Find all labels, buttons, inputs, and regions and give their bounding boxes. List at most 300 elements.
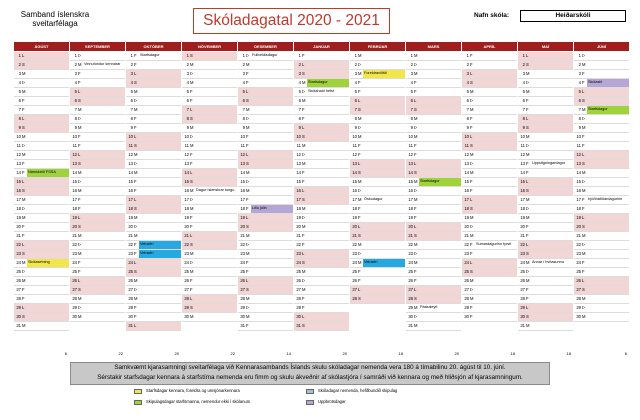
day-cell[interactable] [182,106,237,115]
day-cell[interactable] [14,178,69,187]
day-cell[interactable] [462,277,517,286]
day-cell[interactable] [14,286,69,295]
day-cell[interactable] [518,232,573,241]
day-cell[interactable] [14,250,69,259]
day-cell[interactable] [406,232,461,241]
day-cell[interactable] [14,124,69,133]
day-cell[interactable] [126,259,181,268]
day-cell[interactable] [238,124,293,133]
day-cell[interactable] [350,214,405,223]
day-cell[interactable] [294,313,349,322]
day-cell[interactable] [462,115,517,124]
day-cell[interactable] [182,79,237,88]
calendar-event[interactable]: Vetrarfrí [363,259,405,267]
day-cell[interactable] [238,142,293,151]
day-cell[interactable] [238,223,293,232]
day-cell[interactable] [182,295,237,304]
day-cell[interactable] [462,70,517,79]
day-cell[interactable] [350,106,405,115]
day-cell[interactable] [350,250,405,259]
day-cell[interactable] [406,241,461,250]
day-cell[interactable] [182,151,237,160]
day-cell[interactable] [574,277,629,286]
day-cell[interactable] [406,133,461,142]
day-cell[interactable] [238,187,293,196]
day-cell[interactable] [126,61,181,70]
day-cell[interactable] [126,223,181,232]
day-cell[interactable] [126,115,181,124]
day-cell[interactable] [406,160,461,169]
day-cell[interactable] [238,259,293,268]
day-cell[interactable] [350,295,405,304]
day-cell[interactable] [350,124,405,133]
day-cell[interactable] [238,277,293,286]
day-cell[interactable] [406,88,461,97]
day-cell[interactable] [238,286,293,295]
day-cell[interactable] [14,70,69,79]
day-cell[interactable] [406,205,461,214]
calendar-event[interactable]: Fullveldisdagur [252,53,278,57]
day-cell[interactable] [294,304,349,313]
day-cell[interactable] [126,79,181,88]
day-cell[interactable] [518,61,573,70]
day-cell[interactable] [182,70,237,79]
day-cell[interactable] [182,259,237,268]
day-cell[interactable] [126,196,181,205]
day-cell[interactable] [574,268,629,277]
day-cell[interactable] [462,178,517,187]
day-cell[interactable] [350,223,405,232]
day-cell[interactable] [406,250,461,259]
day-cell[interactable] [350,178,405,187]
day-cell[interactable] [182,178,237,187]
calendar-event[interactable]: Sumardagurinn fyrsti [476,242,512,246]
day-cell[interactable] [518,322,573,331]
calendar-event[interactable]: Dagur íslenskrar tungu [196,188,235,192]
day-cell[interactable] [350,205,405,214]
day-cell[interactable] [14,304,69,313]
day-cell[interactable] [126,277,181,286]
day-cell[interactable] [462,88,517,97]
day-cell[interactable] [238,313,293,322]
day-cell[interactable] [350,160,405,169]
day-cell[interactable] [182,133,237,142]
day-cell[interactable] [518,286,573,295]
day-cell[interactable] [574,142,629,151]
day-cell[interactable] [294,115,349,124]
day-cell[interactable] [294,205,349,214]
calendar-event[interactable]: Skólasetning [27,259,69,267]
day-cell[interactable] [182,124,237,133]
day-cell[interactable] [182,268,237,277]
day-cell[interactable] [182,196,237,205]
day-cell[interactable] [126,304,181,313]
day-cell[interactable] [294,124,349,133]
day-cell[interactable] [14,97,69,106]
day-cell[interactable] [574,178,629,187]
day-cell[interactable] [70,295,125,304]
calendar-event[interactable]: Starfsdagur [587,106,629,114]
day-cell[interactable] [126,268,181,277]
day-cell[interactable] [518,277,573,286]
day-cell[interactable] [462,124,517,133]
day-cell[interactable] [518,268,573,277]
day-cell[interactable] [350,286,405,295]
day-cell[interactable] [238,88,293,97]
day-cell[interactable] [574,250,629,259]
day-cell[interactable] [406,115,461,124]
day-cell[interactable] [518,214,573,223]
day-cell[interactable] [14,52,69,61]
day-cell[interactable] [294,169,349,178]
day-cell[interactable] [70,277,125,286]
day-cell[interactable] [574,160,629,169]
day-cell[interactable] [350,187,405,196]
day-cell[interactable] [462,79,517,88]
day-cell[interactable] [126,322,181,331]
day-cell[interactable] [238,304,293,313]
day-cell[interactable] [14,241,69,250]
day-cell[interactable] [294,286,349,295]
day-cell[interactable] [462,151,517,160]
day-cell[interactable] [518,79,573,88]
calendar-event[interactable]: Skólahald hefst [308,89,334,93]
day-cell[interactable] [182,115,237,124]
calendar-event[interactable]: Starfsdagur [419,178,461,186]
day-cell[interactable] [14,160,69,169]
calendar-event[interactable]: Vetrarfrí [139,241,181,249]
day-cell[interactable] [406,277,461,286]
day-cell[interactable] [70,268,125,277]
day-cell[interactable] [14,277,69,286]
day-cell[interactable] [126,151,181,160]
day-cell[interactable] [406,187,461,196]
day-cell[interactable] [126,295,181,304]
day-cell[interactable] [238,151,293,160]
day-cell[interactable] [462,259,517,268]
day-cell[interactable] [14,268,69,277]
day-cell[interactable] [518,196,573,205]
day-cell[interactable] [182,277,237,286]
day-cell[interactable] [238,133,293,142]
day-cell[interactable] [518,250,573,259]
day-cell[interactable] [294,277,349,286]
day-cell[interactable] [518,133,573,142]
calendar-event[interactable]: Starfsdagur [140,53,160,57]
day-cell[interactable] [350,277,405,286]
day-cell[interactable] [518,169,573,178]
day-cell[interactable] [406,313,461,322]
day-cell[interactable] [70,232,125,241]
day-cell[interactable] [406,61,461,70]
day-cell[interactable] [462,205,517,214]
day-cell[interactable] [14,196,69,205]
day-cell[interactable] [406,268,461,277]
day-cell[interactable] [70,241,125,250]
day-cell[interactable] [182,313,237,322]
day-cell[interactable] [406,151,461,160]
day-cell[interactable] [350,61,405,70]
day-cell[interactable] [462,214,517,223]
day-cell[interactable] [350,97,405,106]
day-cell[interactable] [294,133,349,142]
day-cell[interactable] [182,52,237,61]
day-cell[interactable] [518,151,573,160]
day-cell[interactable] [182,223,237,232]
day-cell[interactable] [238,295,293,304]
day-cell[interactable] [14,115,69,124]
day-cell[interactable] [70,259,125,268]
day-cell[interactable] [126,106,181,115]
day-cell[interactable] [406,124,461,133]
day-cell[interactable] [294,322,349,331]
day-cell[interactable] [14,214,69,223]
day-cell[interactable] [574,214,629,223]
day-cell[interactable] [70,250,125,259]
day-cell[interactable] [14,88,69,97]
day-cell[interactable] [574,259,629,268]
day-cell[interactable] [350,115,405,124]
day-cell[interactable] [518,241,573,250]
day-cell[interactable] [294,241,349,250]
day-cell[interactable] [14,79,69,88]
day-cell[interactable] [294,61,349,70]
day-cell[interactable] [406,196,461,205]
day-cell[interactable] [14,223,69,232]
calendar-event[interactable]: Þjóðhátíðardagurinn [588,197,623,201]
day-cell[interactable] [182,241,237,250]
day-cell[interactable] [462,133,517,142]
day-cell[interactable] [126,70,181,79]
day-cell[interactable] [70,124,125,133]
day-cell[interactable] [126,160,181,169]
day-cell[interactable] [518,295,573,304]
day-cell[interactable] [462,313,517,322]
day-cell[interactable] [126,97,181,106]
day-cell[interactable] [406,70,461,79]
day-cell[interactable] [406,223,461,232]
day-cell[interactable] [350,169,405,178]
day-cell[interactable] [126,187,181,196]
day-cell[interactable] [182,250,237,259]
calendar-event[interactable]: Skólaslit [587,79,629,87]
day-cell[interactable] [294,223,349,232]
day-cell[interactable] [70,52,125,61]
day-cell[interactable] [574,52,629,61]
day-cell[interactable] [518,304,573,313]
day-cell[interactable] [70,286,125,295]
day-cell[interactable] [70,70,125,79]
day-cell[interactable] [182,169,237,178]
day-cell[interactable] [350,232,405,241]
day-cell[interactable] [182,142,237,151]
day-cell[interactable] [70,151,125,160]
day-cell[interactable] [406,295,461,304]
day-cell[interactable] [14,106,69,115]
day-cell[interactable] [462,52,517,61]
day-cell[interactable] [462,160,517,169]
day-cell[interactable] [70,169,125,178]
day-cell[interactable] [238,97,293,106]
day-cell[interactable] [238,115,293,124]
day-cell[interactable] [70,187,125,196]
day-cell[interactable] [182,232,237,241]
day-cell[interactable] [350,142,405,151]
day-cell[interactable] [294,214,349,223]
day-cell[interactable] [238,61,293,70]
day-cell[interactable] [238,79,293,88]
day-cell[interactable] [574,169,629,178]
day-cell[interactable] [294,250,349,259]
day-cell[interactable] [70,142,125,151]
day-cell[interactable] [406,106,461,115]
day-cell[interactable] [462,286,517,295]
calendar-event[interactable]: Vinnufundur kennarar [84,62,121,66]
day-cell[interactable] [294,295,349,304]
day-cell[interactable] [574,304,629,313]
day-cell[interactable] [518,52,573,61]
day-cell[interactable] [294,187,349,196]
calendar-event[interactable]: Vetrarfrí [139,250,181,258]
day-cell[interactable] [406,322,461,331]
day-cell[interactable] [182,88,237,97]
day-cell[interactable] [518,88,573,97]
day-cell[interactable] [462,250,517,259]
day-cell[interactable] [238,106,293,115]
day-cell[interactable] [574,151,629,160]
day-cell[interactable] [350,151,405,160]
day-cell[interactable] [238,232,293,241]
day-cell[interactable] [350,52,405,61]
day-cell[interactable] [294,97,349,106]
day-cell[interactable] [70,196,125,205]
day-cell[interactable] [350,268,405,277]
day-cell[interactable] [462,223,517,232]
day-cell[interactable] [126,124,181,133]
calendar-event[interactable]: Litlu jólin [251,205,293,213]
day-cell[interactable] [70,79,125,88]
day-cell[interactable] [14,133,69,142]
day-cell[interactable] [70,178,125,187]
day-cell[interactable] [294,52,349,61]
day-cell[interactable] [574,223,629,232]
day-cell[interactable] [518,205,573,214]
day-cell[interactable] [518,97,573,106]
day-cell[interactable] [462,142,517,151]
day-cell[interactable] [574,187,629,196]
day-cell[interactable] [574,70,629,79]
calendar-event[interactable]: Öskudagur [364,197,383,201]
day-cell[interactable] [182,97,237,106]
day-cell[interactable] [350,241,405,250]
day-cell[interactable] [70,223,125,232]
day-cell[interactable] [14,187,69,196]
day-cell[interactable] [518,124,573,133]
day-cell[interactable] [574,124,629,133]
day-cell[interactable] [350,79,405,88]
calendar-event[interactable]: Páskaleyfi [420,305,438,309]
day-cell[interactable] [14,295,69,304]
day-cell[interactable] [238,169,293,178]
day-cell[interactable] [182,61,237,70]
day-cell[interactable] [14,142,69,151]
day-cell[interactable] [126,232,181,241]
day-cell[interactable] [462,232,517,241]
day-cell[interactable] [518,106,573,115]
day-cell[interactable] [462,196,517,205]
calendar-event[interactable]: Foreldraviðtöl [363,70,405,78]
day-cell[interactable] [182,160,237,169]
day-cell[interactable] [294,268,349,277]
school-name-field[interactable]: Heiðarskóli [520,10,626,22]
day-cell[interactable] [574,61,629,70]
day-cell[interactable] [574,286,629,295]
day-cell[interactable] [126,286,181,295]
day-cell[interactable] [350,133,405,142]
day-cell[interactable] [14,322,69,331]
day-cell[interactable] [126,133,181,142]
day-cell[interactable] [462,268,517,277]
day-cell[interactable] [462,106,517,115]
day-cell[interactable] [126,205,181,214]
day-cell[interactable] [406,97,461,106]
day-cell[interactable] [462,97,517,106]
day-cell[interactable] [238,160,293,169]
calendar-event[interactable]: Annar í hvítasunnu [532,260,564,264]
day-cell[interactable] [462,169,517,178]
day-cell[interactable] [182,214,237,223]
day-cell[interactable] [294,160,349,169]
day-cell[interactable] [70,214,125,223]
day-cell[interactable] [238,268,293,277]
day-cell[interactable] [70,205,125,214]
day-cell[interactable] [294,142,349,151]
day-cell[interactable] [126,214,181,223]
day-cell[interactable] [294,178,349,187]
day-cell[interactable] [182,286,237,295]
day-cell[interactable] [70,304,125,313]
day-cell[interactable] [294,232,349,241]
day-cell[interactable] [238,178,293,187]
day-cell[interactable] [126,313,181,322]
day-cell[interactable] [406,52,461,61]
calendar-event[interactable]: Starfsdagur [307,79,349,87]
day-cell[interactable] [518,178,573,187]
day-cell[interactable] [406,142,461,151]
day-cell[interactable] [70,115,125,124]
day-cell[interactable] [574,295,629,304]
day-cell[interactable] [238,241,293,250]
day-cell[interactable] [70,160,125,169]
day-cell[interactable] [518,313,573,322]
day-cell[interactable] [294,106,349,115]
day-cell[interactable] [70,97,125,106]
day-cell[interactable] [406,259,461,268]
day-cell[interactable] [406,79,461,88]
day-cell[interactable] [126,169,181,178]
day-cell[interactable] [294,70,349,79]
day-cell[interactable] [350,88,405,97]
day-cell[interactable] [238,250,293,259]
day-cell[interactable] [14,205,69,214]
day-cell[interactable] [462,295,517,304]
day-cell[interactable] [406,169,461,178]
day-cell[interactable] [406,214,461,223]
day-cell[interactable] [126,178,181,187]
day-cell[interactable] [70,313,125,322]
day-cell[interactable] [238,70,293,79]
day-cell[interactable] [574,88,629,97]
